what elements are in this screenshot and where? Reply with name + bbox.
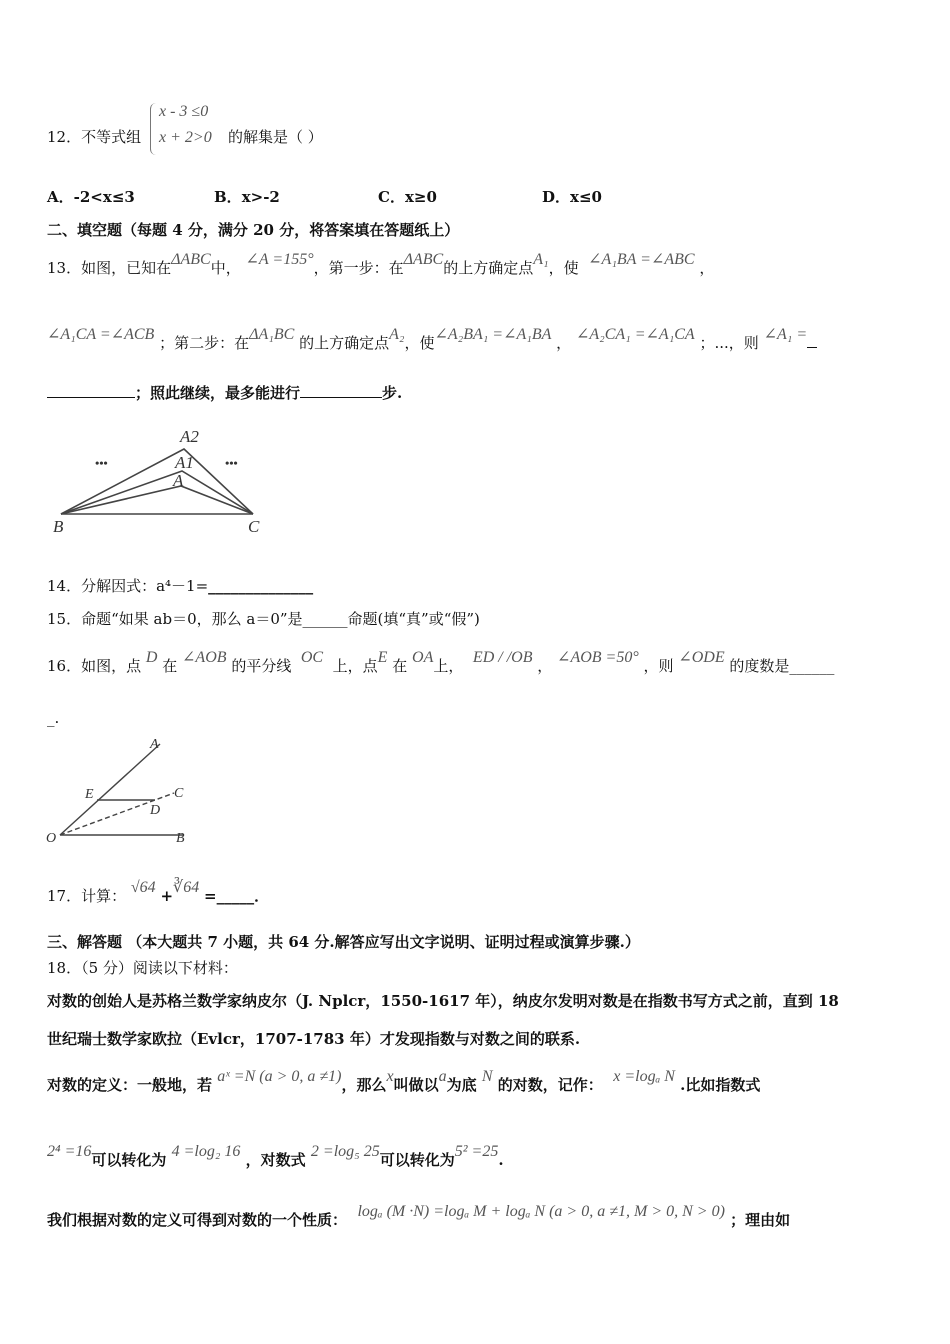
q12-inequality-1: x - 3 ≤0 bbox=[159, 103, 209, 120]
q13-label-b: B bbox=[53, 517, 64, 536]
q13-line-3: ；照此继续，最多能进行 步. bbox=[47, 383, 402, 403]
section-2-heading: 二、填空题（每题 4 分，满分 20 分，将答案填在答题纸上） bbox=[47, 221, 460, 239]
q12-number: 12．不等式组 bbox=[47, 128, 142, 146]
q12-stem bbox=[47, 127, 141, 147]
q13-line-1: 13．如图，已知在ΔABC中， ∠A =155°，第一步：在ΔABC的上方确定点A₁，使 ∠A₁BA =∠ABC ， bbox=[47, 251, 715, 277]
q12-option-d[interactable]: D．x≤0 bbox=[542, 188, 602, 206]
q14-answer-blank[interactable]: ______________ bbox=[208, 577, 314, 595]
q13-label-a: A bbox=[173, 471, 184, 490]
q18-definition-line: 对数的定义：一般地，若 aˣ =N (a > 0, a ≠1)，那么x叫做以a为底 N 的对数，记作： x =logₐ N .比如指数式 bbox=[47, 1068, 761, 1094]
q13-label-c: C bbox=[248, 517, 260, 536]
q16-label-c: C bbox=[174, 786, 184, 801]
q12-option-b[interactable]: B．x>-2 bbox=[214, 188, 280, 206]
q13-answer-blank-start[interactable] bbox=[807, 333, 817, 348]
q16-label-b: B bbox=[176, 831, 185, 846]
section-3-heading: 三、解答题 （本大题共 7 小题，共 64 分.解答应写出文字说明、证明过程或演算步骤.） bbox=[47, 933, 640, 951]
q12-option-c[interactable]: C．x≥0 bbox=[378, 188, 437, 206]
q14-stem: 14．分解因式：a⁴－1=______________ bbox=[47, 577, 314, 595]
q13-triangle-figure bbox=[45, 420, 280, 545]
q13-answer-blank-2[interactable] bbox=[300, 383, 382, 398]
q18-example-line: 2⁴ =16可以转化为 4 =log₂ 16 ，对数式 2 =log₅ 25可以转化为5² =25. bbox=[47, 1143, 504, 1169]
q18-heading: 18．（5 分）阅读以下材料： bbox=[47, 959, 238, 977]
q13-label-a2: A2 bbox=[180, 427, 199, 446]
q16-line-2: _. bbox=[47, 709, 60, 727]
q18-property-line: 我们根据对数的定义可得到对数的一个性质： logₐ (M ·N) =logₐ M + logₐ N (a > 0, a ≠1, M > 0, N > 0) ；理由如 bbox=[47, 1203, 791, 1229]
q13-answer-blank-1[interactable] bbox=[47, 383, 135, 398]
q16-angle-figure bbox=[40, 732, 200, 850]
q16-line-1: 16．如图，点 D 在 ∠AOB 的平分线 OC 上，点E 在 OA上， ED / /OB ， ∠AOB =50° ，则 ∠ODE 的度数是______ bbox=[47, 649, 835, 675]
q17-stem: 17．计算： √64 +∛64 =_____． bbox=[47, 879, 270, 905]
q16-label-o: O bbox=[46, 831, 57, 846]
q18-paragraph-line-1: 对数的创始人是苏格兰数学家纳皮尔（J. Nplcr，1550-1617 年），纳皮尔发明对数是在指数书写方式之前，直到 18 bbox=[47, 992, 839, 1010]
q13-dots-left: ••• bbox=[95, 456, 108, 470]
q13-line-2: ∠A₁CA =∠ACB ；第二步：在ΔA₁BC 的上方确定点A₂，使∠A₂BA₁ =∠A₁BA ， ∠A₂CA₁ =∠A₁CA ；...，则 ∠A₁ = bbox=[47, 333, 817, 354]
q13-triangle-abc bbox=[61, 486, 253, 514]
q16-label-a: A bbox=[150, 737, 159, 752]
q13-label-a1: A1 bbox=[175, 453, 194, 472]
q12-option-a[interactable]: A．-2<x≤3 bbox=[47, 188, 135, 206]
q16-label-d: D bbox=[150, 803, 161, 818]
q13-dots-right: ••• bbox=[225, 456, 238, 470]
q16-ray-oa bbox=[60, 744, 160, 835]
q18-paragraph-line-2: 世纪瑞士数学家欧拉（Evlcr，1707-1783 年）才发现指数与对数之间的联系. bbox=[47, 1030, 581, 1048]
q15-stem: 15．命题“如果 ab＝0，那么 a＝0”是______命题(填“真”或“假”) bbox=[47, 610, 480, 628]
q12-inequality-2: x + 2>0 bbox=[159, 129, 212, 146]
q12-tail: 的解集是（ ） bbox=[228, 128, 323, 146]
q16-label-e: E bbox=[85, 787, 94, 802]
